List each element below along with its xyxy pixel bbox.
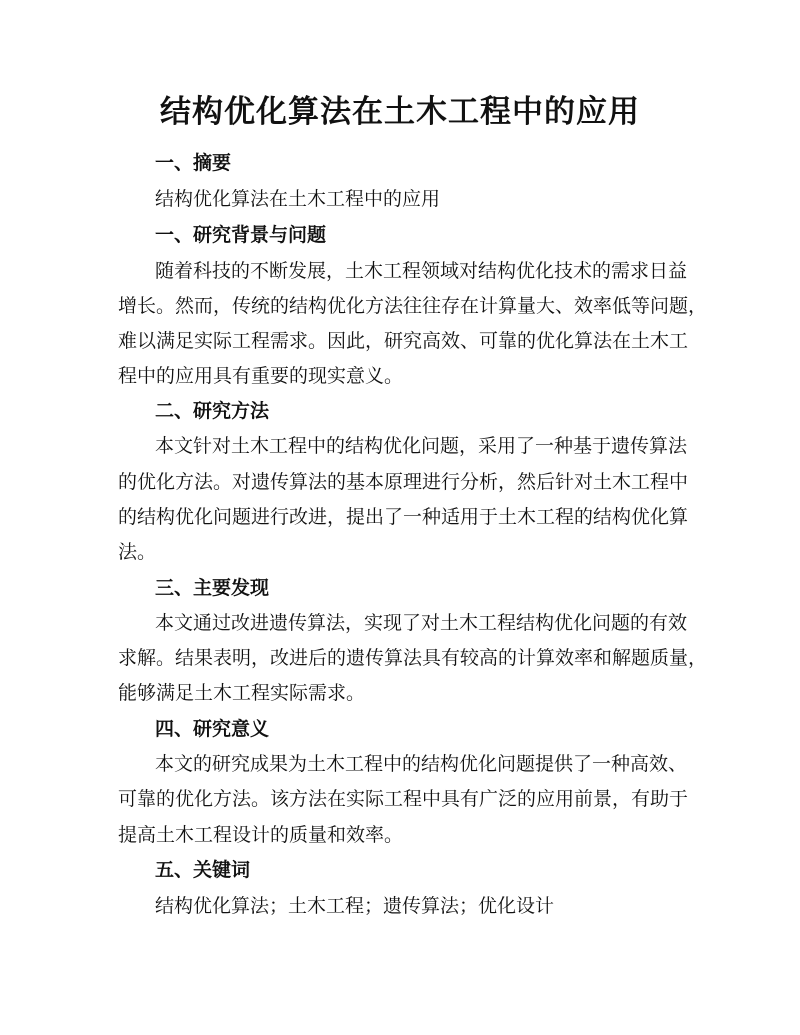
paragraph-line: 本文针对土木工程中的结构优化问题，采用了一种基于遗传算法 <box>155 435 688 457</box>
paragraph-line: 结构优化算法在土木工程中的应用 <box>155 188 441 210</box>
paragraph-line: 难以满足实际工程需求。因此，研究高效、可靠的优化算法在土木工 <box>118 330 689 352</box>
paragraph-line: 提高土木工程设计的质量和效率。 <box>118 824 404 846</box>
paragraph-line: 的结构优化问题进行改进，提出了一种适用于土木工程的结构优化算 <box>118 506 689 528</box>
section-heading: 二、研究方法 <box>155 400 270 422</box>
section-heading: 五、关键词 <box>155 859 251 881</box>
section-heading: 四、研究意义 <box>155 718 270 740</box>
paragraph-line: 的优化方法。对遗传算法的基本原理进行分析，然后针对土木工程中 <box>118 471 689 493</box>
paragraph-line: 可靠的优化方法。该方法在实际工程中具有广泛的应用前景，有助于 <box>118 788 689 810</box>
paragraph-line: 程中的应用具有重要的现实意义。 <box>118 365 404 387</box>
paragraph-line: 本文通过改进遗传算法，实现了对土木工程结构优化问题的有效 <box>155 612 688 634</box>
paragraph-line: 法。 <box>118 541 157 563</box>
paragraph-line: 求解。结果表明，改进后的遗传算法具有较高的计算效率和解题质量， <box>118 647 708 669</box>
section-heading: 一、摘要 <box>155 152 232 174</box>
section-heading: 一、研究背景与问题 <box>155 224 327 246</box>
paragraph-line: 能够满足土木工程实际需求。 <box>118 682 366 704</box>
section-heading: 三、主要发现 <box>155 577 270 599</box>
paragraph-line: 增长。然而，传统的结构优化方法往往存在计算量大、效率低等问题， <box>118 295 708 317</box>
document-title: 结构优化算法在土木工程中的应用 <box>160 94 640 130</box>
keywords-line: 结构优化算法；土木工程；遗传算法；优化设计 <box>155 895 555 917</box>
paragraph-line: 随着科技的不断发展，土木工程领域对结构优化技术的需求日益 <box>155 260 688 282</box>
paragraph-line: 本文的研究成果为土木工程中的结构优化问题提供了一种高效、 <box>155 753 688 775</box>
